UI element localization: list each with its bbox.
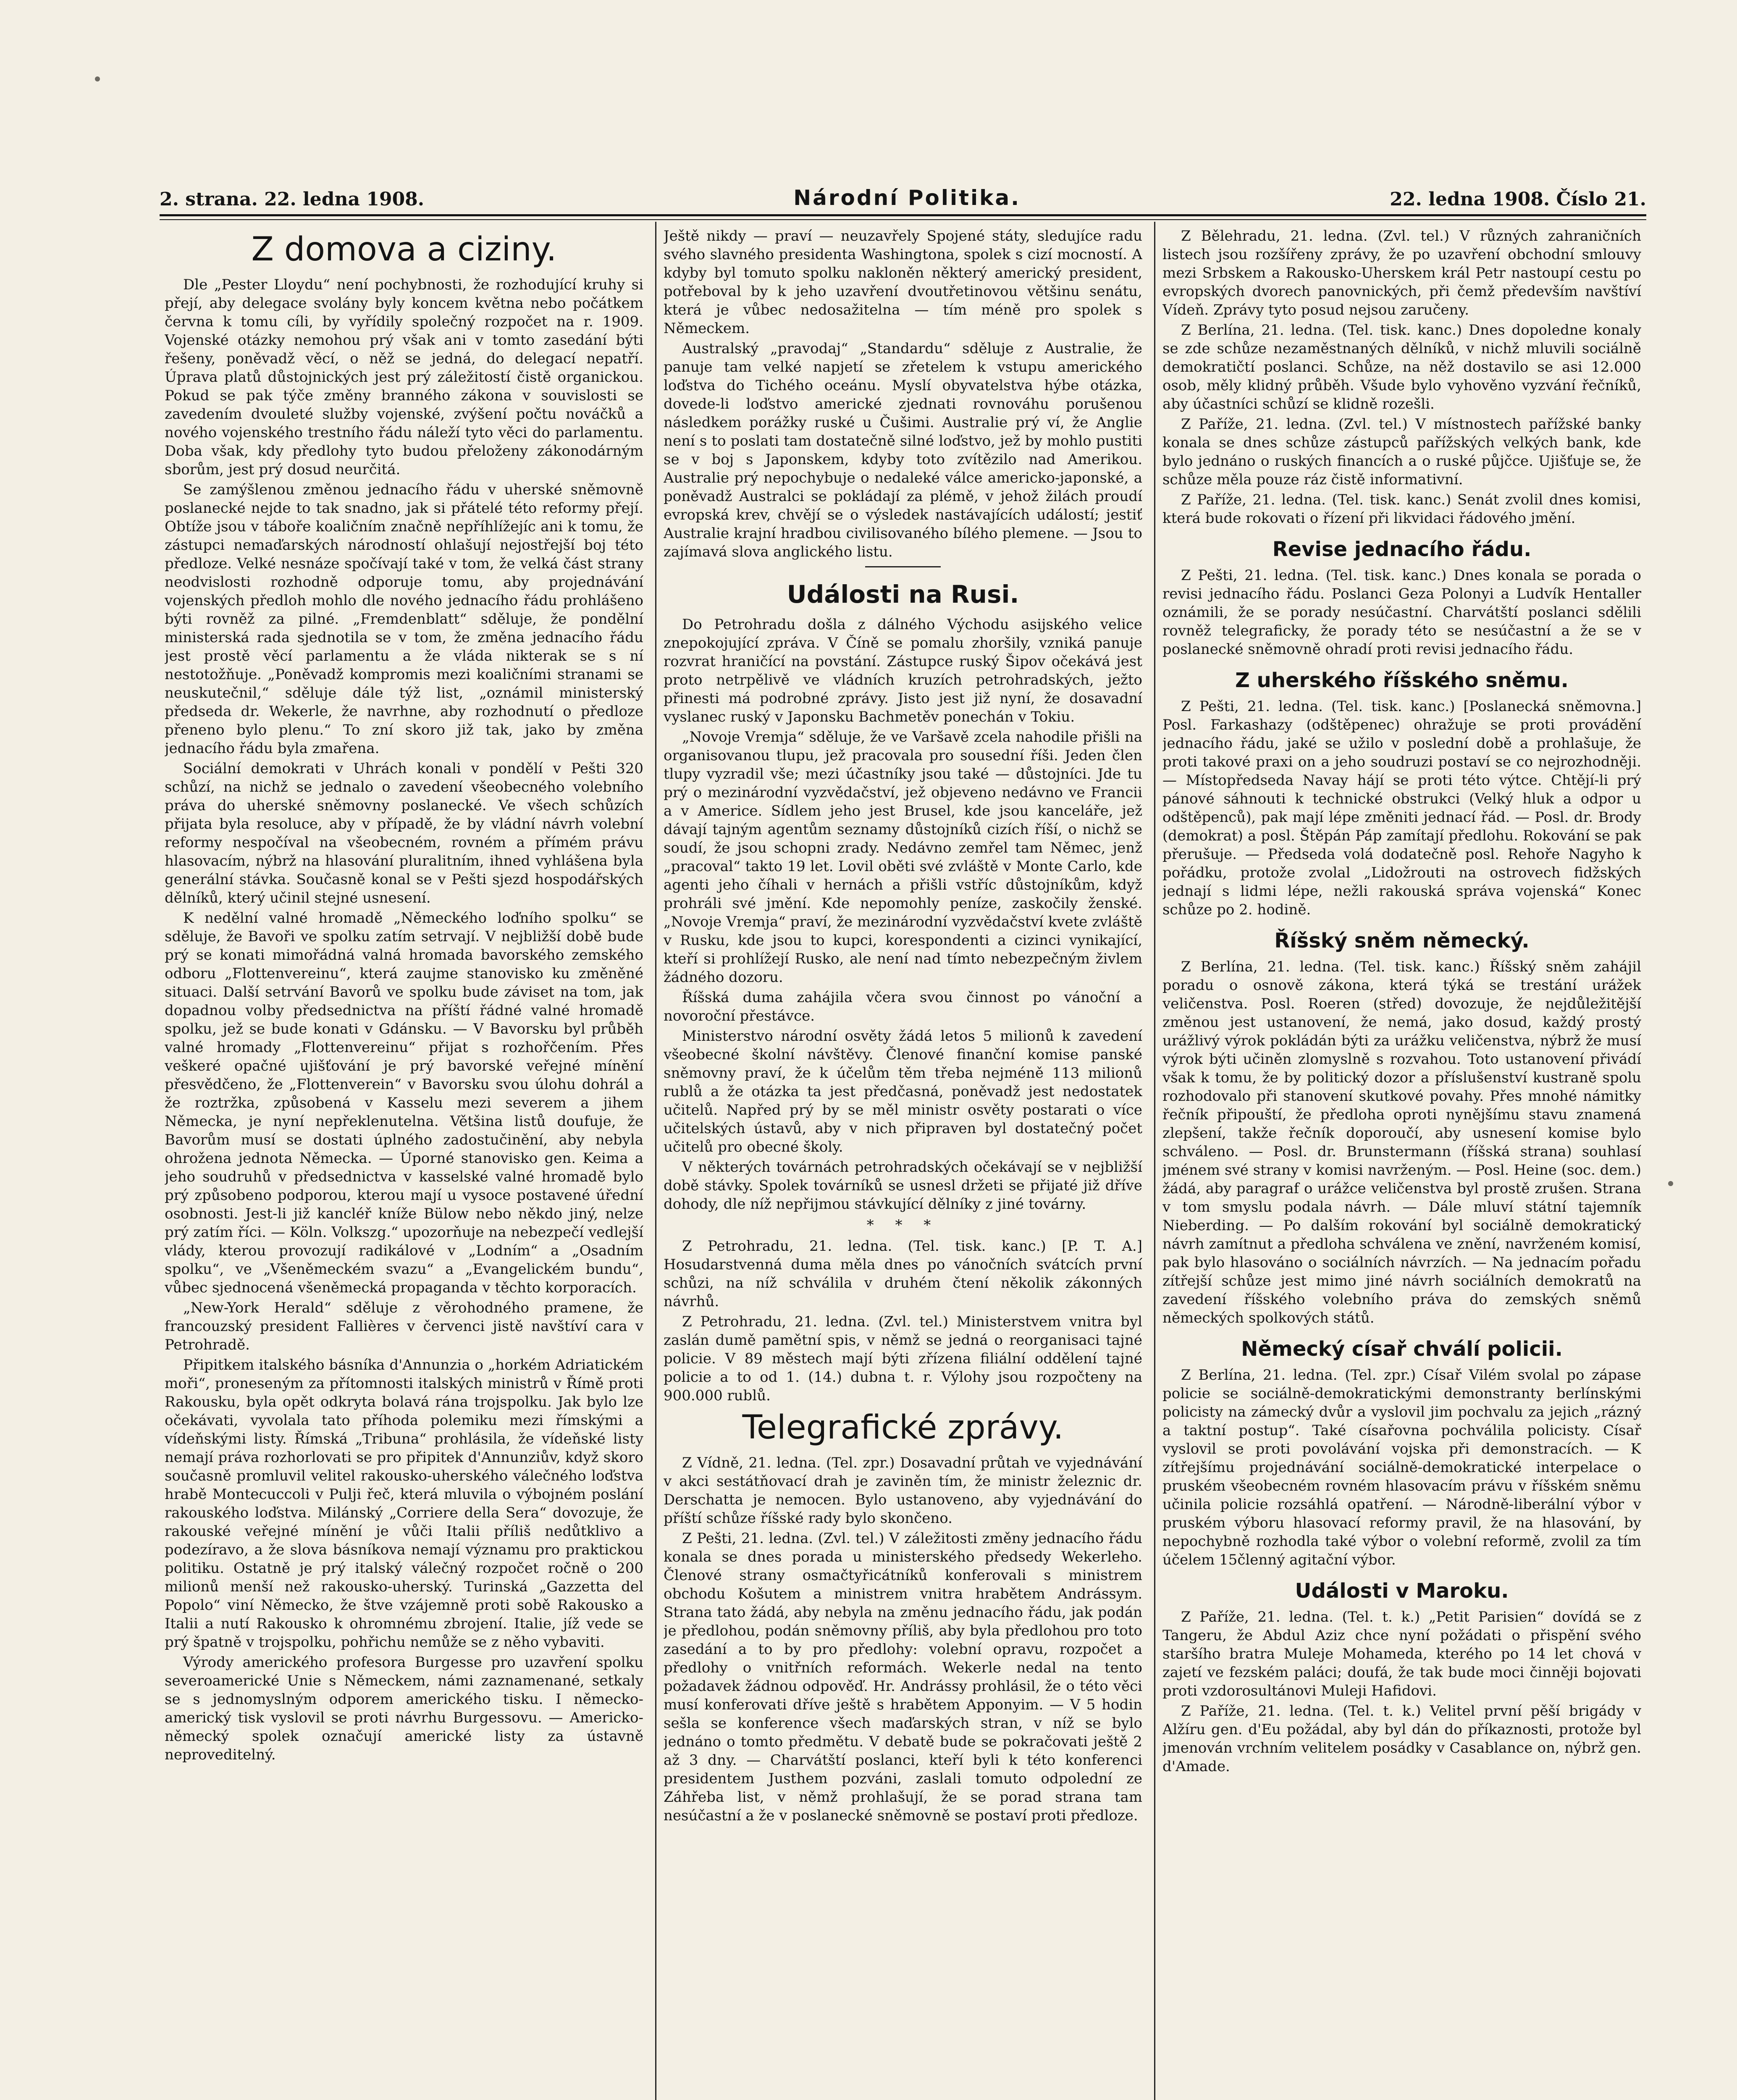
- article-paragraph: Se zamýšlenou změnou jednacího řádu v uherské sněmovně poslanecké nejde to tak snadno, jak si přátelé této reformy přejí. Obtíže jsou v táboře koaličním značně nepříhlížejíc ani k tomu, že zástupci nemaďarských národností ohlašují nejostřejší boj této předloze. Velké nesnáze spočívají také v tom, že velká část strany neodvislosti rozhodně odporuje tomu, aby projednávání vojenských předloh mohlo dle nového jednacího řádu prohlášeno býti rovněž za pilné. „Fremdenblatt“ sděluje, že pondělní ministerská rada sjednotila se v tom, že změna jednacího řádu jest prostě věcí parlamentu a že vláda nikterak se s ní nestotožňuje. „Poněvadž kompromis mezi koaličními stranami se neuskutečnil,“ sděluje dále týž list, „oznámil ministerský předseda dr. Wekerle, že navrhne, aby rozhodnutí o předloze přeneno bylo plenu.“ To zní skoro již tak, jako by změna jednacího řádu byla zmařena.: [165, 481, 643, 757]
- article-paragraph: Z Paříže, 21. ledna. (Zvl. tel.) V místnostech pařížské banky konala se dnes schůze zástupců pařížských velkých bank, kde bylo jednáno o ruských financích a o ruské půjčce. Ujišťuje se, že schůze měla pouze ráz čistě informativní.: [1162, 416, 1641, 488]
- article-paragraph: Z Berlína, 21. ledna. (Tel. tisk. kanc.) Říšský sněm zahájil poradu o osnově zákona, která týká se trestání urážek veličenstva. Posl. Roeren (střed) dovozuje, že nejdůležitější změnou jest ustanovení, že nemá, jako dosud, každý prostý urážlivý výrok pokládán býti za urážku veličenstva, nýbrž že musí výrok býti učiněn zlomyslně s rozvahou. Toto ustanovení přivádí však k tomu, že by politický dozor a příslušenství kustraně spolu rozhodovalo při stanovení skutkové povahy. Přes mnohé námitky řečník připouští, že předloha oproti nynějšímu stavu znamená zlepšení, takže řečník doporoučí, aby usnesení komise bylo schváleno. — Posl. dr. Brunstermann (říšská strana) souhlasí jménem své strany v komisi navrženým. — Posl. Heine (soc. dem.) žádá, aby paragraf o urážce veličenstva byl prostě zrušen. Strana v tom smyslu podala návrh. — Dále mluví státní tajemník Nieberding. — Po dalším rokování byl sociálně demokratický návrh zamítnut a předloha schválena ve znění, navrženém komisí, pak bylo hlasováno o sociálních návrzích. — Na jednacím pořadu zítřejší schůze jest mimo jiné návrh sociálních demokratů na zavedení říšského volebního práva do zemských sněmů německých spolkových států.: [1162, 958, 1641, 1326]
- section-heading-emperor: Německý císař chválí policii.: [1241, 1337, 1563, 1361]
- column-divider: [1154, 222, 1155, 2100]
- column-left: [165, 227, 643, 2100]
- article-paragraph: Z Pešti, 21. ledna. (Tel. tisk. kanc.) Dnes konala se porada o revisi jednacího řádu. Poslanci Geza Polonyi a Ludvík Hentaller oznámili, že se porady nesúčastní. Charvátští poslanci sdělili rovněž telegraficky, že porady této se nesúčastní a že se v poslanecké sněmovně ohradí proti revisi jednacího řádu.: [1162, 567, 1641, 658]
- paper-mark: [1668, 1181, 1673, 1186]
- article-paragraph: V některých továrnách petrohradských očekávají se v nejbližší době stávky. Spolek továrníků se usnesl držeti se přijaté již dříve dohody, dle níž nepřijmou stávkující dělníky z jiné továrny.: [664, 1159, 1142, 1213]
- section-heading-hungarian-diet: Z uherského říšského sněmu.: [1235, 669, 1569, 692]
- article-paragraph: Z Vídně, 21. ledna. (Tel. zpr.) Dosavadní průtah ve vyjednávání v akci sestátňovací drah je zaviněn tím, že ministr železnic dr. Derschatta je nemocen. Bylo ustanoveno, aby vyjednávání do příští schůze říšské rady bylo skončeno.: [664, 1454, 1142, 1527]
- article-paragraph: Výrody amerického profesora Burgesse pro uzavření spolku severoamerické Unie s Německem, námi zaznamenané, setkaly se s jednomyslným odporem amerického tisku. I německo-americký tisk vyslovil se proti návrhu Burgessovu. — Americko-německý spolek označují americké listy za ústavně neproveditelný.: [165, 1654, 643, 1763]
- article-paragraph: „Novoje Vremja“ sděluje, že ve Varšavě zcela nahodile přišli na organisovanou tlupu, jež pracovala pro sousední říši. Jeden člen tlupy vyzradil vše; mezi účastníky jsou také — důstojníci. Jde tu prý o mezinárodní vyzvědačství, jež objeveno nedávno ve Francii a v Americe. Sídlem jeho jest Brusel, kde jsou kanceláře, jež dávají tajným agentům seznamy důstojníků cizích říší, o nichž se soudí, že jsou schopni zrady. Nedávno zemřel tam Němec, jenž „pracoval“ takto 19 let. Lovil oběti své zvláště v Monte Carlo, kde agenti jeho číhali v hernách a přišli vstříc důstojníkům, když prohráli své jmění. Kde nepomohly peníze, zaskočily ženské. „Novoje Vremja“ praví, že mezinárodní vyzvědačství kvete zvláště v Rusku, kde jsou to kupci, korespondenti a cizinci vynikající, kteří si prohlížejí Rusko, ale není nad tímto nebezpečným živlem žádného dozoru.: [664, 729, 1142, 986]
- article-paragraph: Sociální demokrati v Uhrách konali v pondělí v Pešti 320 schůzí, na nichž se jednalo o zavedení všeobecného volebního práva do uherské sněmovny poslanecké. Ve všech schůzích přijata byla resoluce, aby v případě, že by vládní návrh volební reformy nespočíval na všeobecném, rovném a přímém právu hlasovacím, nýbrž na hlasování pluralitním, ihned vyhlášena byla generální stávka. Současně konal se v Pešti sjezd hospodářských dělníků, který učinil stejné usnesení.: [165, 760, 643, 906]
- article-paragraph: Dle „Pester Lloydu“ není pochybnosti, že rozhodující kruhy si přejí, aby delegace svolány byly koncem května nebo počátkem června k tomu cíli, by vyřídily společný rozpočet na r. 1909. Vojenské otázky nemohou prý však ani v tomto zasedání býti řešeny, poněvadž věcí, o něž se jedná, do delegací nepatří. Úprava platů důstojnických jest prý záležitostí čistě organickou. Pokud se pak týče změny branného zákona v souvislosti se zavedením dvouleté služby vojenské, zvýšení počtu nováčků a nového vojenského trestního řádu náleží tyto věci do parlamentu. Doba však, kdy předlohy tyto budou přeloženy zákonodárným sborům, jest prý dosud neurčitá.: [165, 276, 643, 478]
- article-paragraph: Z Pešti, 21. ledna. (Zvl. tel.) V záležitosti změny jednacího řádu konala se dnes porada u ministerského předsedy Wekerleho. Členové strany osmačtyřicátníků konferovali s ministrem obchodu Košutem a ministrem vnitra hrabětem Andrássym. Strana tato žádá, aby nebyla na změnu jednacího řádu, jak podán je předlohou, podán sněmovny příliš, aby byla předlohou pro toto zasedání a to by pro předlohy: volební opravu, rozpočet a předlohy o vnitřních reformách. Wekerle nedal na tento požadavek žádnou odpověď. Hr. Andrássy prohlásil, že o této věci musí konferovati dříve ještě s hrabětem Apponyim. — V 5 hodin sešla se konference všech maďarských stran, v níž se bylo jednáno o tomto předmětu. V debatě bude se pokračovati ještě 2 až 3 dny. — Charvátští poslanci, kteří byli k této konferenci presidentem Justhem pozváni, zaslali tomuto odpolední ze Záhřeba list, v němž prohlašují, že se porad strana tam nesúčastní a že v poslanecké sněmovně se postaví proti předloze.: [664, 1530, 1142, 1824]
- paper-mark: [95, 76, 100, 81]
- article-paragraph: Z Pešti, 21. ledna. (Tel. tisk. kanc.) [Poslanecká sněmovna.] Posl. Farkashazy (odštěpenec) ohražuje se proti provádění jednacího řádu, jaké se užilo v poslední době a prohlašuje, že proti takové praxi on a jeho soudruzi postaví se co nejrozhodněji. — Místopředseda Navay hájí se proti této výtce. Chtějí-li prý pánové sáhnouti k technické obstrukci (Velký hluk a odpor u odštěpenců), pak mají lépe změniti jednací řád. — Posl. dr. Brody (demokrat) a posl. Štěpán Páp zamítají předlohu. Rokování se pak přerušuje. — Předseda volá dodatečně posl. Rehoře Nagyho k pořádku, protože zvolal „Lidožrouti na ostrovech fidžských jednají s lidmi lépe, nežli rakouská správa vojenská“ Konec schůze po 2. hodině.: [1162, 698, 1641, 918]
- article-paragraph: K nedělní valné hromadě „Německého loďního spolku“ se sděluje, že Bavoři ve spolku zatím setrvají. V nejbližší době bude prý se konati mimořádná valná hromada bavorského zemského odboru „Flottenvereinu“, která zaujme stanovisko ku změněné situaci. Další setrvání Bavorů ve spolku bude záviset na tom, jak dopadnou volby předsednictva na příští řádné valné hromadě spolku, jež se bude konati v Gdánsku. — V Bavorsku byl průběh valné hromady „Flottenvereinu“ přijat s rozhořčením. Přes veškeré opačné ujišťování je prý bavorské veřejné mínění přesvědčeno, že „Flottenverein“ v Bavorsku svou úlohu dohrál a že roztržka, způsobená v Kasselu mezi severem a jihem Německa, je nyní nepřeklenutelna. Většina listů doufuje, že Bavorům musí se dostati úplného zadostučinění, aby nebyla ohrožena jednota Německa. — Úporné stanovisko gen. Keima a jeho soudruhů v předsednictva v kasselské valné hromadě bylo prý způsobeno podporou, kterou mají u vysoce postavené úřední osobnosti. Jest-li již kancléř kníže Bülow nebo někdo jiný, nelze prý zatím říci. — Köln. Volkszg.“ upozorňuje na nebezpečí vedlejší vlády, kterou provozují radikálové v „Lodním“ a „Osadním spolku“, ve „Všeněmeckém svazu“ a „Evangelickém bundu“, vůbec sjednocená všeněmecká propaganda v těchto korporacích.: [165, 910, 643, 1296]
- section-heading-russia: Události na Rusi.: [787, 580, 1019, 609]
- article-paragraph: Z Berlína, 21. ledna. (Tel. tisk. kanc.) Dnes dopoledne konaly se zde schůze nezaměstnaných dělníků, v nichž mluvili sociálně demokratičtí poslanci. Schůze, na něž dostavilo se asi 12.000 osob, měly klidný průběh. Všude bylo vyhověno vyzvání řečníků, aby účastníci schůzí se klidně rozešli.: [1162, 322, 1641, 412]
- article-paragraph: Z Paříže, 21. ledna. (Tel. t. k.) „Petit Parisien“ dovídá se z Tangeru, že Abdul Aziz chce nyní požádati o přispění svého staršího bratra Muleje Mohameda, kterého po 14 let chová v zajetí ve fezském paláci; doufá, že tak bude moci činněji bojovati proti vzdorosultánovi Muleji Hafidovi.: [1162, 1609, 1641, 1699]
- article-paragraph: Ministerstvo národní osvěty žádá letos 5 milionů k zavedení všeobecné školní návštěvy. Členové finanční komise panské sněmovny praví, že k účelům těm třeba nejméně 113 milionů rublů a že otázka ta jest předčasná, poněvadž jest nedostatek učitelů. Napřed prý by se měl ministr osvěty postarati o více učitelských ústavů, aby v nich připraven byl dostatečný počet učitelů pro obecné školy.: [664, 1028, 1142, 1155]
- section-heading-revision: Revise jednacího řádu.: [1272, 538, 1532, 561]
- section-heading-telegrams: Telegrafické zprávy.: [742, 1409, 1064, 1446]
- masthead-title: Národní Politika.: [793, 186, 1021, 210]
- header-rule-thin: [160, 219, 1646, 220]
- article-paragraph: Z Petrohradu, 21. ledna. (Zvl. tel.) Ministerstvem vnitra byl zaslán dumě pamětní spis, v němž se jedná o reorganisaci tajné policie. V 89 městech mají býti zřízena filiální oddělení tajné policie a to od 1. (14.) dubna t. r. Výlohy jsou rozpočteny na 900.000 rublů.: [664, 1313, 1142, 1404]
- header-left: 2. strana. 22. ledna 1908.: [160, 189, 425, 210]
- column-middle: [664, 227, 1142, 2100]
- column-right: [1162, 227, 1641, 2100]
- header-rule: [160, 214, 1646, 216]
- page-header: [160, 185, 1646, 210]
- article-paragraph: Z Petrohradu, 21. ledna. (Tel. tisk. kanc.) [P. T. A.] Hosudarstvenná duma měla dnes po vánočních svátcích první schůzi, na níž schválila v druhém čtení několik zákonných návrhů.: [664, 1238, 1142, 1310]
- article-paragraph: Z Paříže, 21. ledna. (Tel. tisk. kanc.) Senát zvolil dnes komisi, která bude rokovati o řízení při likvidaci řádového jmění.: [1162, 491, 1641, 527]
- article-paragraph: Australský „pravodaj“ „Standardu“ sděluje z Australie, že panuje tam velké napjetí se zřetelem k vstupu amerického loďstva do Tichého oceánu. Myslí obyvatelstva hýbe otázka, dovede-li loďstvo americké zjednati rovnováhu porušenou následkem porážky ruské u Čušimi. Australie prý ví, že Anglie není s to poslati tam dostatečně silné loďstvo, jež by mohlo pustiti se v boj s Japonskem, kdyby toto zvítězilo nad Amerikou. Australie prý nepochybuje o nedaleké válce americko-japonské, a poněvadž Australci se pokládají za plémě, v jehož žilách proudí evropská krev, chvějí se o výsledek nastávajících událostí; jestiť Australie krajní hradbou civilisovaného bílého plemene. — Jsou to zajímavá slova anglického listu.: [664, 340, 1142, 560]
- article-paragraph: „New-York Herald“ sděluje z věrohodného pramene, že francouzský president Fallières v červenci jistě navštíví cara v Petrohradě.: [165, 1299, 643, 1353]
- asterism: * * *: [866, 1217, 939, 1234]
- section-heading-domestic: Z domova a ciziny.: [251, 231, 557, 268]
- article-paragraph: Ještě nikdy — praví — neuzavřely Spojené státy, sledujíce radu svého slavného presidenta Washingtona, spolek s cizí mocností. A kdyby byl tomuto spolku nakloněn některý americký president, potřeboval by k jeho uzavření dvoutřetinovou většinu senátu, která je vůbec nedosažitelna — tím méně pro spolek s Německem.: [664, 228, 1142, 337]
- section-heading-morocco: Události v Maroku.: [1295, 1579, 1509, 1603]
- article-paragraph: Říšská duma zahájila včera svou činnost po vánoční a novoroční přestávce.: [664, 989, 1142, 1024]
- article-paragraph: Do Petrohradu došla z dálného Východu asijského velice znepokojující zpráva. V Číně se pomalu zhoršily, vzniká panuje rozvrat hraničící na povstání. Zástupce ruský Šipov očekává jest proto netrpělivě ve vládních kruzích petrohradských, ježto přinesti má podrobné zprávy. Jisto jest již nyní, že dosavadní vyslanec ruský v Japonsku Bachmetěv ponechán v Tokiu.: [664, 616, 1142, 725]
- article-paragraph: Z Bělehradu, 21. ledna. (Zvl. tel.) V různých zahraničních listech jsou rozšířeny zprávy, že po uzavření obchodní smlouvy mezi Srbskem a Rakousko-Uherskem král Petr nastoupí cestu po evropských dvorech panovnických, při čemž především navštíví Vídeň. Zprávy tyto posud nejsou zaručeny.: [1162, 228, 1641, 318]
- header-right: 22. ledna 1908. Číslo 21.: [1390, 189, 1646, 210]
- separator-rule: [865, 566, 941, 567]
- article-paragraph: Z Berlína, 21. ledna. (Tel. zpr.) Císař Vilém svolal po zápase policie se sociálně-demokratickými demonstranty berlínskými policisty na zámecký dvůr a vyslovil jim pochvalu za jejich „rázný a taktní postup“. Také císařovna pochválila policisty. Císař vyslovil se proti povolávání vojska při demonstracích. — K zítřejšímu projednávání sociálně-demokratické interpelace o pruském všeobecném rovném hlasovacím právu v říšském sněmu učinila policie rozsáhlá opatření. — Národně-liberální výbor v pruském výboru hlasovací reformy pravil, že na hlasování, by nepochybně rozhodla také výbor o volební reformě, zvolil za tím účelem 15členný agitační výbor.: [1162, 1367, 1641, 1568]
- article-paragraph: Připitkem italského básníka d'Annunzia o „horkém Adriatickém moři“, proneseným za přítomnosti italských ministrů v Římě proti Rakousku, byla opět odkryta bolavá rána trojspolku. Jak bylo lze očekávati, vyvolala tato příhoda polemiku mezi římskými a vídeňskými listy. Římská „Tribuna“ prohlásila, že vídeňské listy nemají práva rozhorlovati se pro připitek d'Annunziův, když skoro současně promluvil velitel rakousko-uherského válečného loďstva hrabě Montecuccoli v Pulji řeč, která mluvila o výbojném poslání rakouského loďstva. Milánský „Corriere della Sera“ dovozuje, že rakouské veřejné mínění je vůči Italii příliš nedůtklivo a podezíravo, a že slova básníkova nemají významu pro praktickou politiku. Ostatně je prý italský válečný rozpočet ročně o 200 milionů menší než rakousko-uherský. Turinská „Gazzetta del Popolo“ viní Německo, že štve vzájemně proti sobě Rakousko a Italii a nutí Rakousko k ohromnému zbrojení. Italie, jíž vede se prý špatně v trojspolku, pohřichu nemůže se z něho vybaviti.: [165, 1357, 643, 1651]
- column-divider: [655, 222, 656, 2100]
- article-paragraph: Z Paříže, 21. ledna. (Tel. t. k.) Velitel první pěší brigády v Alžíru gen. d'Eu požádal, aby byl dán do příkaznosti, protože byl jmenován vrchním velitelem posádky v Casablance on, nýbrž gen. d'Amade.: [1162, 1703, 1641, 1775]
- section-heading-reichstag: Říšský sněm německý.: [1274, 929, 1530, 953]
